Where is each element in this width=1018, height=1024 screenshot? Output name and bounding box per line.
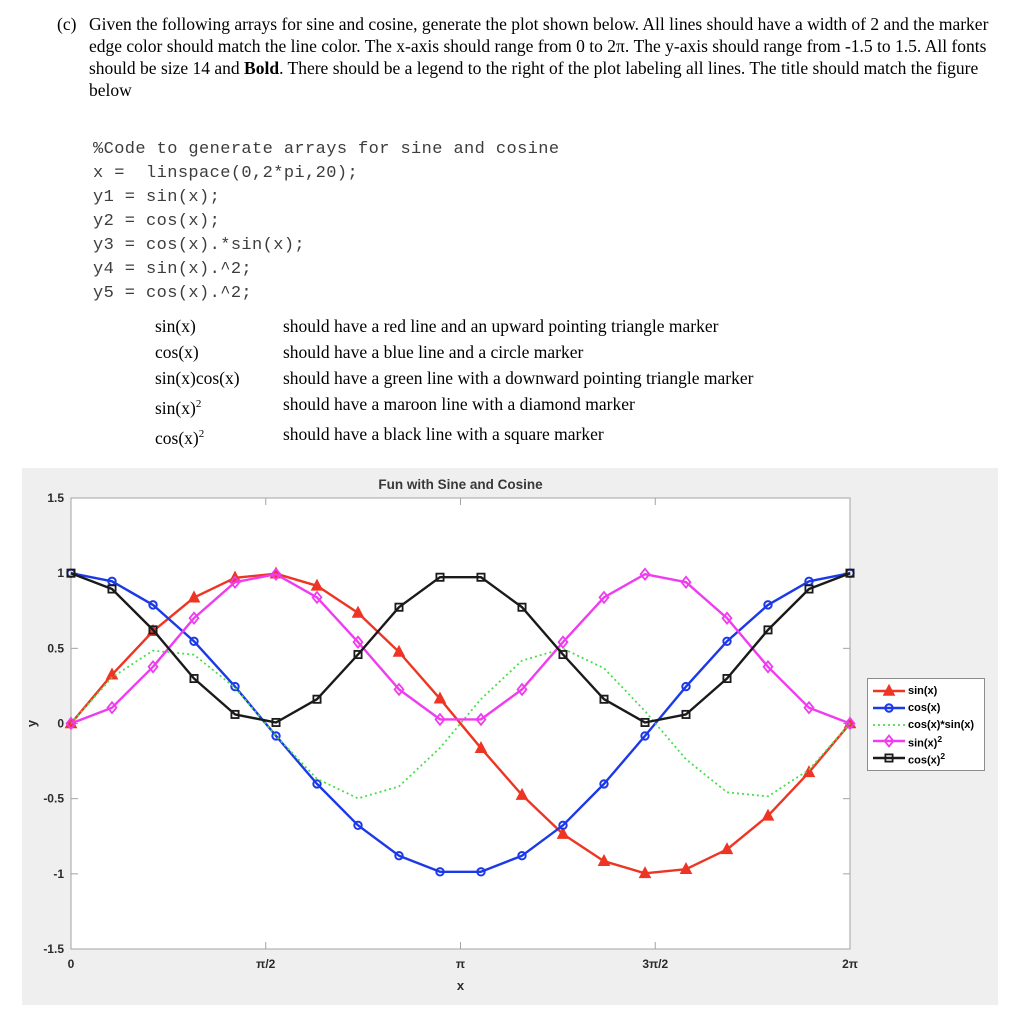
y-axis-label: y <box>24 719 39 728</box>
matlab-code-block <box>93 138 1018 306</box>
spec-description: should have a black line with a square marker <box>283 423 604 444</box>
legend-entry <box>872 734 981 748</box>
chart-title: Fun with Sine and Cosine <box>378 477 543 492</box>
code-line: y3 = cos(x).*sin(x); <box>93 236 306 255</box>
code-line: y2 = cos(x); <box>93 212 221 231</box>
code-line: y4 = sin(x).^2; <box>93 260 253 279</box>
legend-entry <box>872 684 981 698</box>
line-spec-row <box>155 365 1018 391</box>
line-spec-list <box>155 313 1018 451</box>
legend-label: $\cos(x)^2$ <box>908 750 946 767</box>
spec-formula: sin(x)cos(x) <box>155 368 240 388</box>
legend-label: $\sin(x)^2$ <box>908 733 943 750</box>
line-spec-row <box>155 339 1018 365</box>
matlab-figure-panel <box>22 468 998 1005</box>
legend-entry <box>872 718 981 732</box>
line-spec-row <box>155 313 1018 339</box>
x-tick-label: π/2 <box>256 957 276 971</box>
legend-sample <box>872 684 906 698</box>
problem-text <box>89 13 994 101</box>
spec-description: should have a red line and an upward pointing triangle marker <box>283 316 719 336</box>
line-spec-row <box>155 421 1018 451</box>
spec-description: should have a maroon line with a diamond marker <box>283 394 635 414</box>
x-tick-label: 0 <box>67 957 75 971</box>
y-tick-label: 0.5 <box>47 641 64 656</box>
x-axis-label: x <box>456 978 465 993</box>
legend-sample <box>872 734 906 748</box>
legend-sample <box>872 718 906 732</box>
line-spec-row <box>155 391 1018 421</box>
y-tick-label: 1 <box>57 566 64 581</box>
problem-bold-word: Bold <box>244 58 280 78</box>
x-tick-label: 2π <box>842 957 858 971</box>
problem-text-part2: . There should be a legend to the right of the plot labeling all lines. The title should match the figure below <box>89 58 979 100</box>
spec-description: should have a green line with a downward pointing triangle marker <box>283 368 754 388</box>
y-tick-label: -1 <box>53 866 64 881</box>
problem-text-part1: Given the following arrays for sine and cosine, generate the plot shown below. All lines should have a width of 2 and the marker edge color should match the line color. The x-axis should range from 0 to 2π. The y-axis should range from -1.5 to 1.5. All fonts should be size 14 and <box>89 14 989 78</box>
legend-entry <box>872 751 981 765</box>
legend-label: sin(x) <box>908 685 938 697</box>
y-tick-label: -0.5 <box>43 791 64 806</box>
spec-formula: cos(x) <box>155 342 199 362</box>
spec-formula: sin(x) <box>155 316 196 336</box>
legend-label: cos(x) <box>908 701 941 714</box>
y-tick-label: -1.5 <box>43 942 64 956</box>
plot-axes <box>22 468 998 1005</box>
spec-formula: $\sin(x)^2$ <box>155 397 202 418</box>
legend-sample <box>872 701 906 715</box>
code-line: x = linspace(0,2*pi,20); <box>93 164 359 183</box>
spec-formula: $\cos(x)^2$ <box>155 427 205 448</box>
code-line: y1 = sin(x); <box>93 188 221 207</box>
code-line: y5 = cos(x).^2; <box>93 284 253 303</box>
x-tick-label: π <box>455 957 466 971</box>
code-line: %Code to generate arrays for sine and cosine <box>93 140 560 159</box>
legend-label: cos(x)*sin(x) <box>908 718 975 731</box>
item-label: (c) <box>57 14 77 34</box>
y-tick-label: 1.5 <box>47 491 64 505</box>
problem-statement <box>0 0 1018 101</box>
spec-description: should have a blue line and a circle marker <box>283 342 584 362</box>
legend-entry <box>872 701 981 715</box>
legend-sample <box>872 751 906 765</box>
x-tick-label: 3π/2 <box>642 957 669 971</box>
y-tick-label: 0 <box>57 716 64 731</box>
plot-legend <box>867 678 985 771</box>
